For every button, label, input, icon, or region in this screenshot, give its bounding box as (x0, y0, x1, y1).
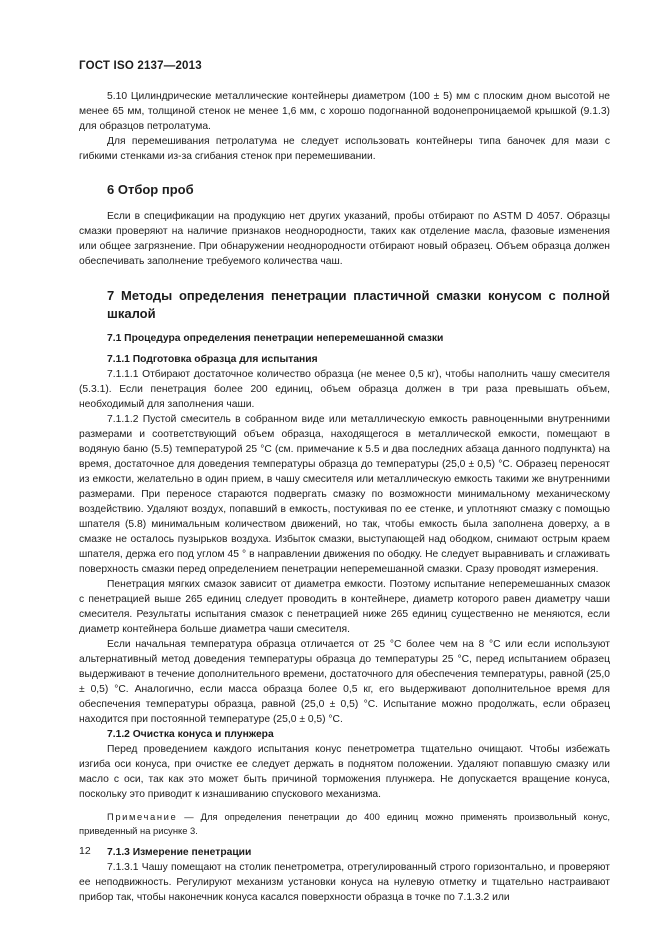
page-body (79, 89, 610, 905)
paragraph-mixing-note: Для перемешивания петролатума не следует использовать контейнеры типа баночек для мази с гибкими стенками из-за сгибания стенок при перемешивании. (79, 136, 610, 162)
section-7-title: 7 Методы определения пенетрации пластичной смазки конусом с полной шкалой (107, 288, 610, 321)
paragraph-7-1-2: Перед проведением каждого испытания конус пенетрометра тщательно очищают. Чтобы избежать изгиба оси конуса, при очистке ее следует держать в поднятом положении. Удаляют попавшую смазку или масло с оси, так как это может быть причиной торможения плунжера. Не допускается вращение конуса, поскольку это приводит к изнашиванию спускового механизма. (79, 744, 610, 800)
paragraph-5-10: 5.10 Цилиндрические металлические контейнеры диаметром (100 ± 5) мм с плоским дном высотой не менее 65 мм, толщиной стенок не менее 1,6 мм, с хорошо подогнанной водонепроницаемой крышкой (9.1.3) для образцов петролатума. (79, 91, 610, 132)
page-number: 12 (79, 845, 91, 857)
heading-7-1-1: 7.1.1 Подготовка образца для испытания (107, 354, 318, 365)
note-text: — Для определения пенетрации до 400 единиц можно применять произвольный конус, приведенный на рисунке 3. (79, 811, 610, 836)
note-label: Примечание (107, 811, 178, 822)
heading-7-1-3: 7.1.3 Измерение пенетрации (107, 847, 252, 858)
paragraph-temperature: Если начальная температура образца отличается от 25 °С более чем на 8 °С или если используют альтернативный метод доведения температуры образца до температуры 25 °С, перед испытанием образец выдерживают в течение дополнительного времени, достаточного для обеспечения температуры, равной (25,0 ± 0,5) °С. Аналогично, если масса образца более 0,5 кг, его выдерживают дополнительное время для обеспечения температуры образца, равной (25,0 ± 0,5) °С. Испытание можно продолжать, если образец находится при постоянной температуре (25,0 ± 0,5) °С. (79, 639, 610, 725)
heading-7-1-2: 7.1.2 Очистка конуса и плунжера (107, 729, 274, 740)
heading-7-1: 7.1 Процедура определения пенетрации неперемешанной смазки (107, 333, 444, 344)
paragraph-7-1-3-1: 7.1.3.1 Чашу помещают на столик пенетрометра, отрегулированный строго горизонтально, и проверяют ее неподвижность. Регулируют механизм установки конуса на нулевую отметку и тщательно настраивают прибор так, чтобы наконечник конуса касался поверхности образца в точке по 7.1.3.2 или (79, 862, 610, 903)
document-header: ГОСТ ISO 2137—2013 (79, 60, 202, 72)
paragraph-7-1-1-1: 7.1.1.1 Отбирают достаточное количество образца (не менее 0,5 кг), чтобы наполнить чашу смесителя (5.3.1). Если пенетрация более 200 единиц, объем образца должен в три раза превышать объем, необходимый для заполнения чаши. (79, 369, 610, 410)
paragraph-section-6: Если в спецификации на продукцию нет других указаний, пробы отбирают по ASTM D 4057. Образцы смазки проверяют на наличие признаков неоднородности, таких как отделение масла, фазовые изменения или общее загрязнение. При обнаружении неоднородности отбирают новый образец. Объем образца должен обеспечивать заполнение требуемого количества чаш. (79, 211, 610, 267)
paragraph-soft-greases: Пенетрация мягких смазок зависит от диаметра емкости. Поэтому испытание неперемешанных смазок с пенетрацией выше 265 единиц следует проводить в контейнере, диаметр которого равен диаметру чаши смесителя. Результаты испытания смазок с пенетрацией ниже 265 единиц существенно не меняются, если диаметр контейнера больше диаметра чаши смесителя. (79, 579, 610, 635)
note (79, 810, 610, 837)
paragraph-7-1-1-2: 7.1.1.2 Пустой смеситель в собранном виде или металлическую емкость равноценными внутренними размерами и соответствующий объем образца, находящегося в металлической емкости, помещают в водяную баню (5.5) температурой 25 °С (см. примечание к 5.5 и два последних абзаца данного подпункта) на время, достаточное для доведения температуры образца до температуры (25,0 ± 0,5) °С. Образец переносят из емкости, желательно в один прием, в чашу смесителя или металлическую емкость такими же внутренними размерами. При переносе стараются подвергать смазку по возможности минимальному механическому воздействию. Удаляют воздух, попавший в емкость, постукивая по ее стенке, и уплотняют смазку с помощью шпателя (5.8) минимальным количеством движений, но так, чтобы емкость была заполнена доверху, а в смазке не осталось пузырьков воздуха. Избыток смазки, выступающей над ободком, снимают острым краем шпателя, держа его под углом 45 ° в направлении движения по ободку. Не следует выравнивать и сглаживать поверхность смазки перед определением пенетрации неперемешанной смазки. Сразу проводят измерения. (79, 414, 610, 575)
section-6-title: 6 Отбор проб (107, 182, 194, 197)
